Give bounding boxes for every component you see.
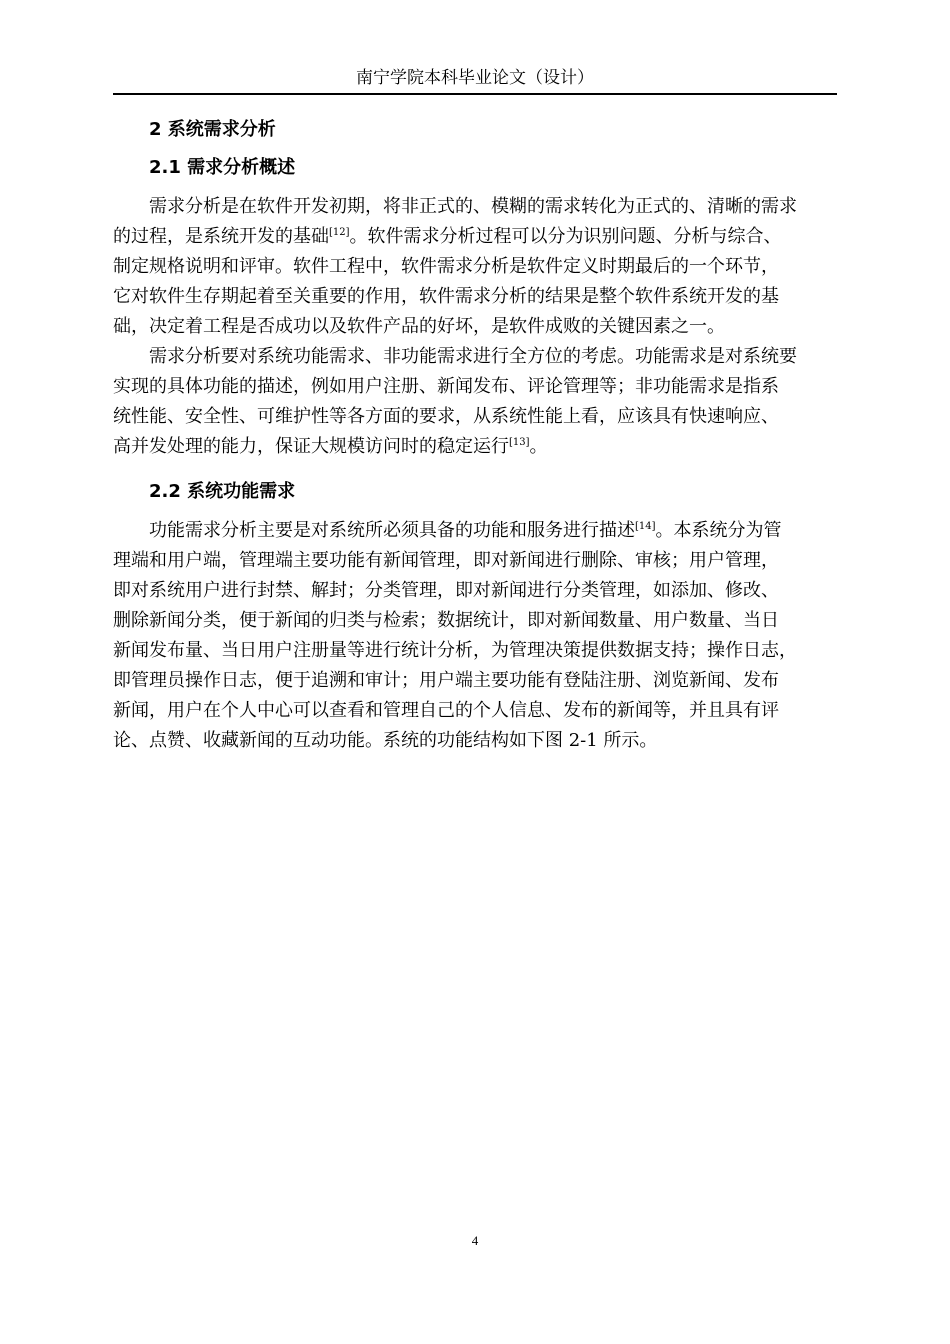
- page-header: [113, 66, 837, 95]
- text-span: 。本系统分为管: [655, 520, 782, 541]
- text-line: 础，决定着工程是否成功以及软件产品的好坏，是软件成败的关键因素之一。: [113, 316, 725, 337]
- section-title-2-1: 2.1 需求分析概述: [149, 157, 296, 178]
- text-span: 。: [529, 436, 548, 457]
- text-line: [113, 516, 837, 546]
- text-line: 需求分析是在软件开发初期，将非正式的、模糊的需求转化为正式的、清晰的需求: [149, 196, 797, 217]
- text-line: 新闻，用户在个人中心可以查看和管理自己的个人信息、发布的新闻等，并且具有评: [113, 700, 779, 721]
- text-line: [113, 432, 837, 462]
- text-line: 制定规格说明和评审。软件工程中，软件需求分析是软件定义时期最后的一个环节，: [113, 256, 779, 277]
- text-span: 高并发处理的能力，保证大规模访问时的稳定运行: [113, 436, 509, 457]
- chapter-title: 2 系统需求分析: [149, 119, 276, 140]
- page-content: [113, 112, 837, 756]
- header-title: 南宁学院本科毕业论文（设计）: [356, 68, 594, 88]
- page-number: 4: [471, 1233, 479, 1248]
- section-title-2-2: 2.2 系统功能需求: [149, 481, 296, 502]
- text-line: 它对软件生存期起着至关重要的作用，软件需求分析的结果是整个软件系统开发的基: [113, 286, 779, 307]
- citation-ref: [12]: [329, 227, 350, 238]
- paragraph-2-1-2: [113, 342, 837, 462]
- text-line: 理端和用户端，管理端主要功能有新闻管理，即对新闻进行删除、审核；用户管理，: [113, 550, 779, 571]
- text-line: 需求分析要对系统功能需求、非功能需求进行全方位的考虑。功能需求是对系统要: [149, 346, 797, 367]
- paragraph-2-2-1: [113, 516, 837, 756]
- text-line: 统性能、安全性、可维护性等各方面的要求，从系统性能上看，应该具有快速响应、: [113, 406, 779, 427]
- text-line: 即对系统用户进行封禁、解封；分类管理，即对新闻进行分类管理，如添加、修改、: [113, 580, 779, 601]
- text-line: 新闻发布量、当日用户注册量等进行统计分析，为管理决策提供数据支持；操作日志，: [113, 640, 797, 661]
- text-line: 删除新闻分类，便于新闻的归类与检索；数据统计，即对新闻数量、用户数量、当日: [113, 610, 779, 631]
- text-line: 论、点赞、收藏新闻的互动功能。系统的功能结构如下图 2-1 所示。: [113, 730, 658, 751]
- text-line: 即管理员操作日志，便于追溯和审计；用户端主要功能有登陆注册、浏览新闻、发布: [113, 670, 779, 691]
- text-span: 的过程，是系统开发的基础: [113, 226, 329, 247]
- citation-ref: [13]: [509, 437, 530, 448]
- citation-ref: [14]: [635, 521, 656, 532]
- text-span: 。软件需求分析过程可以分为识别问题、分析与综合、: [349, 226, 782, 247]
- paragraph-2-1-1: [113, 192, 837, 342]
- text-span: 功能需求分析主要是对系统所必须具备的功能和服务进行描述: [149, 520, 635, 541]
- text-line: 实现的具体功能的描述，例如用户注册、新闻发布、评论管理等；非功能需求是指系: [113, 376, 779, 397]
- text-line: [113, 222, 837, 252]
